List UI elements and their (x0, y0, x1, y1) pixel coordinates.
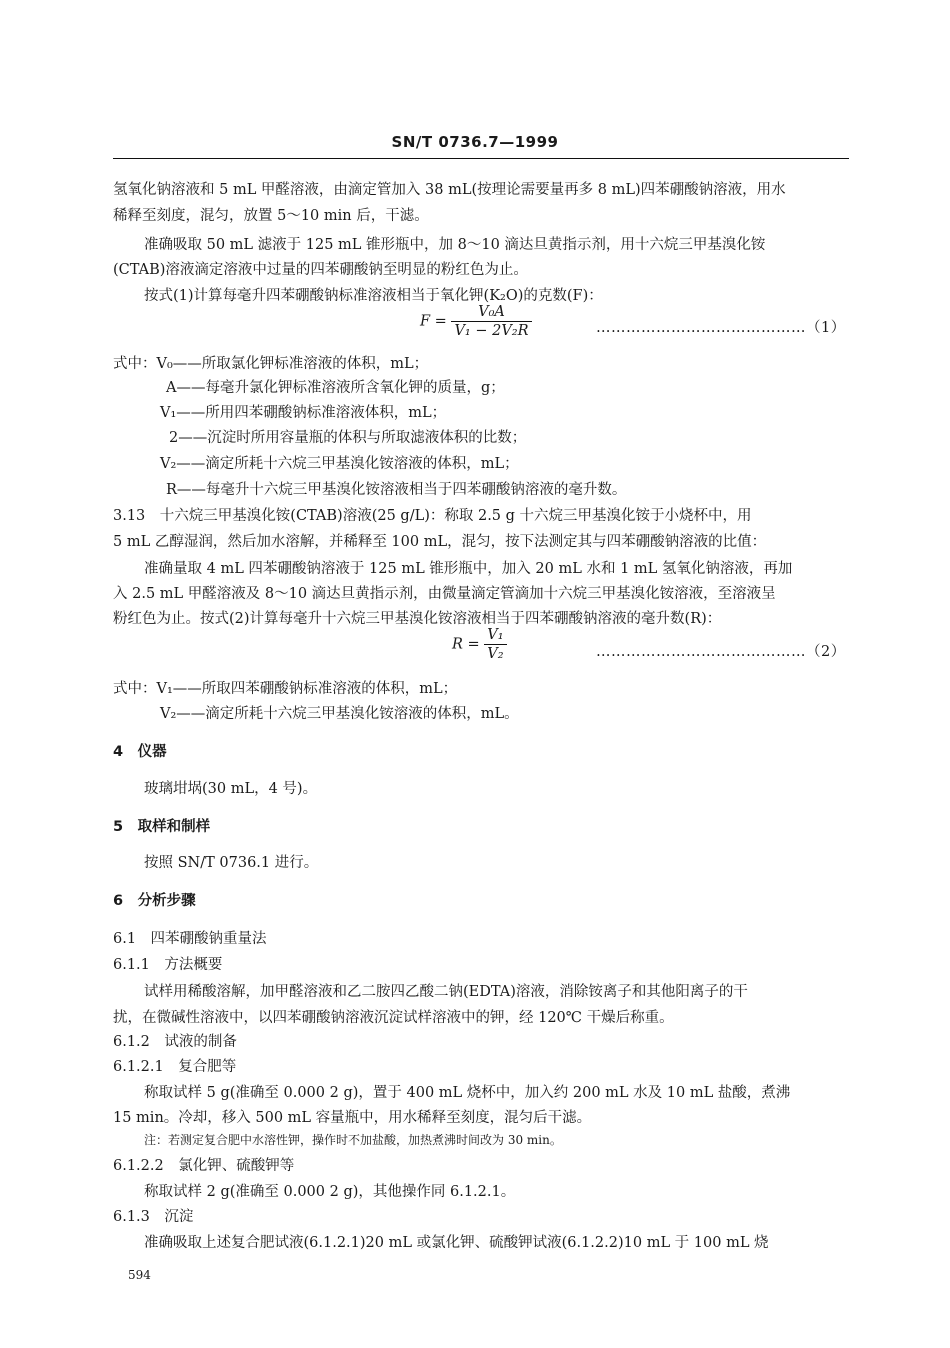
text-line: 准确量取 4 mL 四苯硼酸钠溶液于 125 mL 锥形瓶中，加入 20 mL 水和 1 mL 氢氧化钠溶液，再加 (144, 561, 793, 577)
subsection-heading: 6.1.1 方法概要 (113, 957, 223, 973)
text-line: 入 2.5 mL 甲醛溶液及 8～10 滴达旦黄指示剂，由微量滴定管滴加十六烷三甲基溴化铵溶液，至溶液呈 (113, 586, 776, 602)
equation-1-lhs: F = (420, 313, 447, 330)
text-line: V₂——滴定所耗十六烷三甲基溴化铵溶液的体积，mL。 (160, 706, 519, 722)
equation-1-fraction (451, 303, 531, 340)
text-line: 5 mL 乙醇湿润，然后加水溶解，并稀释至 100 mL，混匀，按下法测定其与四苯硼酸钠溶液的比值： (113, 534, 767, 550)
equation-2-tag: ……………………………………（2） (596, 644, 846, 660)
text-line: 式中：V₀——所取氯化钾标准溶液的体积，mL； (113, 356, 429, 372)
text-line: 稀释至刻度，混匀，放置 5～10 min 后，干滤。 (113, 208, 429, 224)
text-line: A——每毫升氯化钾标准溶液所含氧化钾的质量，g； (166, 380, 505, 396)
text-line: 准确吸取 50 mL 滤液于 125 mL 锥形瓶中，加 8～10 滴达旦黄指示剂，用十六烷三甲基溴化铵 (144, 237, 766, 253)
equation-2-numerator: V₁ (484, 626, 506, 645)
text-line: 称取试样 5 g(准确至 0.000 2 g)，置于 400 mL 烧杯中，加入约 200 mL 水及 10 mL 盐酸，煮沸 (144, 1085, 791, 1101)
text-line: 15 min。冷却，移入 500 mL 容量瓶中，用水稀释至刻度，混匀后干滤。 (113, 1110, 592, 1126)
text-line: V₁——所用四苯硼酸钠标准溶液体积，mL； (160, 405, 447, 421)
text-line: 按式(1)计算每毫升四苯硼酸钠标准溶液相当于氧化钾(K₂O)的克数(F)： (144, 288, 603, 304)
equation-1-numerator: V₀A (451, 303, 531, 322)
standard-header: SN/T 0736.7—1999 (391, 133, 559, 151)
text-line: 试样用稀酸溶解，加甲醛溶液和乙二胺四乙酸二钠(EDTA)溶液，消除铵离子和其他阳离子的干 (144, 984, 748, 1000)
text-line: (CTAB)溶液滴定溶液中过量的四苯硼酸钠至明显的粉红色为止。 (113, 262, 528, 278)
equation-1-denominator: V₁ − 2V₂R (454, 323, 529, 339)
subsection-heading: 6.1.2 试液的制备 (113, 1034, 237, 1050)
text-line: 2——沉淀时所用容量瓶的体积与所取滤液体积的比数； (169, 430, 527, 446)
text-line: R——每毫升十六烷三甲基溴化铵溶液相当于四苯硼酸钠溶液的毫升数。 (166, 482, 627, 498)
equation-2-lhs: R = (452, 636, 480, 653)
text-line: 扰，在微碱性溶液中，以四苯硼酸钠溶液沉淀试样溶液中的钾，经 120℃ 干燥后称重。 (113, 1010, 674, 1026)
note-line: 注：若测定复合肥中水溶性钾，操作时不加盐酸，加热煮沸时间改为 30 min。 (144, 1133, 562, 1147)
header-rule (113, 158, 849, 159)
subsection-heading: 6.1 四苯硼酸钠重量法 (113, 931, 267, 947)
section-heading: 6 分析步骤 (113, 893, 196, 909)
equation-1-tag: ……………………………………（1） (596, 320, 846, 336)
subsection-heading: 6.1.2.2 氯化钾、硫酸钾等 (113, 1158, 295, 1174)
text-line: 准确吸取上述复合肥试液(6.1.2.1)20 mL 或氯化钾、硫酸钾试液(6.1.2.2)10 mL 于 100 mL 烧 (144, 1235, 769, 1251)
text-line: V₂——滴定所耗十六烷三甲基溴化铵溶液的体积，mL； (160, 456, 519, 472)
text-line: 称取试样 2 g(准确至 0.000 2 g)，其他操作同 6.1.2.1。 (144, 1184, 516, 1200)
equation-2-denominator: V₂ (487, 646, 504, 662)
subsection-heading: 6.1.2.1 复合肥等 (113, 1059, 237, 1075)
text-line: 式中：V₁——所取四苯硼酸钠标准溶液的体积，mL； (113, 681, 458, 697)
equation-2 (452, 626, 507, 663)
section-heading: 5 取样和制样 (113, 819, 211, 835)
subsection-heading: 6.1.3 沉淀 (113, 1209, 194, 1225)
text-line: 粉红色为止。按式(2)计算每毫升十六烷三甲基溴化铵溶液相当于四苯硼酸钠溶液的毫升数(R)： (113, 611, 722, 627)
section-heading: 4 仪器 (113, 744, 167, 760)
text-line: 3.13 十六烷三甲基溴化铵(CTAB)溶液(25 g/L)：称取 2.5 g 十六烷三甲基溴化铵于小烧杯中，用 (113, 508, 752, 524)
text-line: 按照 SN/T 0736.1 进行。 (144, 855, 319, 871)
equation-2-fraction (484, 626, 506, 663)
text-line: 玻璃坩埚(30 mL，4 号)。 (144, 781, 318, 797)
text-line: 氢氧化钠溶液和 5 mL 甲醛溶液，由滴定管加入 38 mL(按理论需要量再多 8 mL)四苯硼酸钠溶液，用水 (113, 182, 786, 198)
page-number: 594 (128, 1268, 151, 1282)
equation-1 (420, 303, 532, 340)
